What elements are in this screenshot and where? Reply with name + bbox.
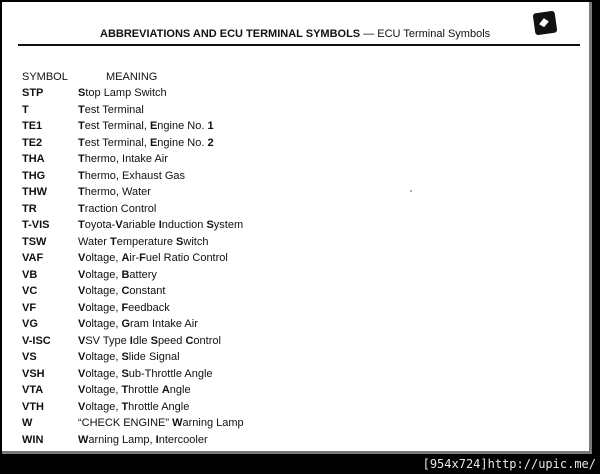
symbol-cell: VB [22, 268, 38, 281]
meaning-cell: VSV Type Idle Speed Control [78, 334, 221, 347]
meaning-cell: Thermo, Exhaust Gas [78, 169, 186, 182]
watermark-text: [954x724]http://upic.me/ [422, 457, 596, 471]
meaning-cell: Voltage, Battery [78, 268, 157, 281]
meaning-cell: “CHECK ENGINE” Warning Lamp [78, 417, 244, 429]
symbol-cell: T-VIS [22, 219, 50, 231]
meaning-cell: Voltage, Slide Signal [78, 351, 180, 363]
symbol-cell: W [22, 417, 33, 429]
meaning-cell: Voltage, Throttle Angle [78, 400, 190, 413]
symbol-cell: TR [22, 202, 37, 215]
meaning-cell: Voltage, Feedback [78, 301, 170, 314]
meaning-cell: Traction Control [78, 202, 157, 215]
symbol-cell: VC [22, 285, 38, 297]
symbol-cell: TSW [22, 235, 47, 248]
meaning-cell: Test Terminal, Engine No. 1 [78, 120, 214, 132]
page-title-main: ABBREVIATIONS AND ECU TERMINAL SYMBOLS [100, 28, 361, 40]
page-title-sub: — ECU Terminal Symbols [360, 28, 491, 40]
document-page [2, 2, 592, 454]
symbol-cell: VTA [22, 384, 44, 396]
symbol-cell: WIN [22, 433, 44, 446]
symbol-cell: V-ISC [22, 334, 51, 347]
meaning-cell: Voltage, Air-Fuel Ratio Control [78, 252, 228, 264]
meaning-cell: Warning Lamp, Intercooler [78, 433, 208, 446]
meaning-cell: Voltage, Gram Intake Air [78, 318, 198, 330]
page-title [100, 28, 490, 40]
meaning-cell: Thermo, Intake Air [78, 153, 168, 165]
symbol-cell: VTH [22, 400, 44, 413]
symbol-cell: THG [22, 169, 46, 182]
header-divider [18, 44, 580, 46]
symbol-cell: THA [22, 153, 45, 165]
symbol-cell: TE1 [22, 120, 43, 132]
meaning-cell: Voltage, Constant [78, 285, 166, 297]
meaning-cell: Test Terminal [78, 103, 144, 116]
section-logo-icon [533, 11, 558, 36]
symbol-cell: TE2 [22, 136, 43, 149]
meaning-cell: Voltage, Throttle Angle [78, 384, 191, 396]
meaning-cell: Water Temperature Switch [78, 235, 209, 248]
meaning-cell: Stop Lamp Switch [78, 87, 167, 99]
symbol-cell: VG [22, 318, 38, 330]
meaning-cell: Test Terminal, Engine No. 2 [78, 136, 214, 149]
symbol-cell: STP [22, 87, 44, 99]
symbol-cell: THW [22, 186, 48, 198]
meaning-cell: Voltage, Sub-Throttle Angle [78, 367, 213, 380]
symbol-cell: VSH [22, 367, 45, 380]
scan-speck [410, 190, 412, 192]
meaning-cell: Toyota-Variable Induction System [78, 219, 244, 231]
column-header-symbol: SYMBOL [22, 71, 68, 83]
meaning-cell: Thermo, Water [78, 186, 151, 198]
column-header-meaning: MEANING [106, 71, 158, 83]
symbol-cell: T [22, 103, 29, 116]
symbol-cell: VAF [22, 252, 44, 264]
symbol-cell: VF [22, 301, 37, 314]
symbol-cell: VS [22, 351, 37, 363]
